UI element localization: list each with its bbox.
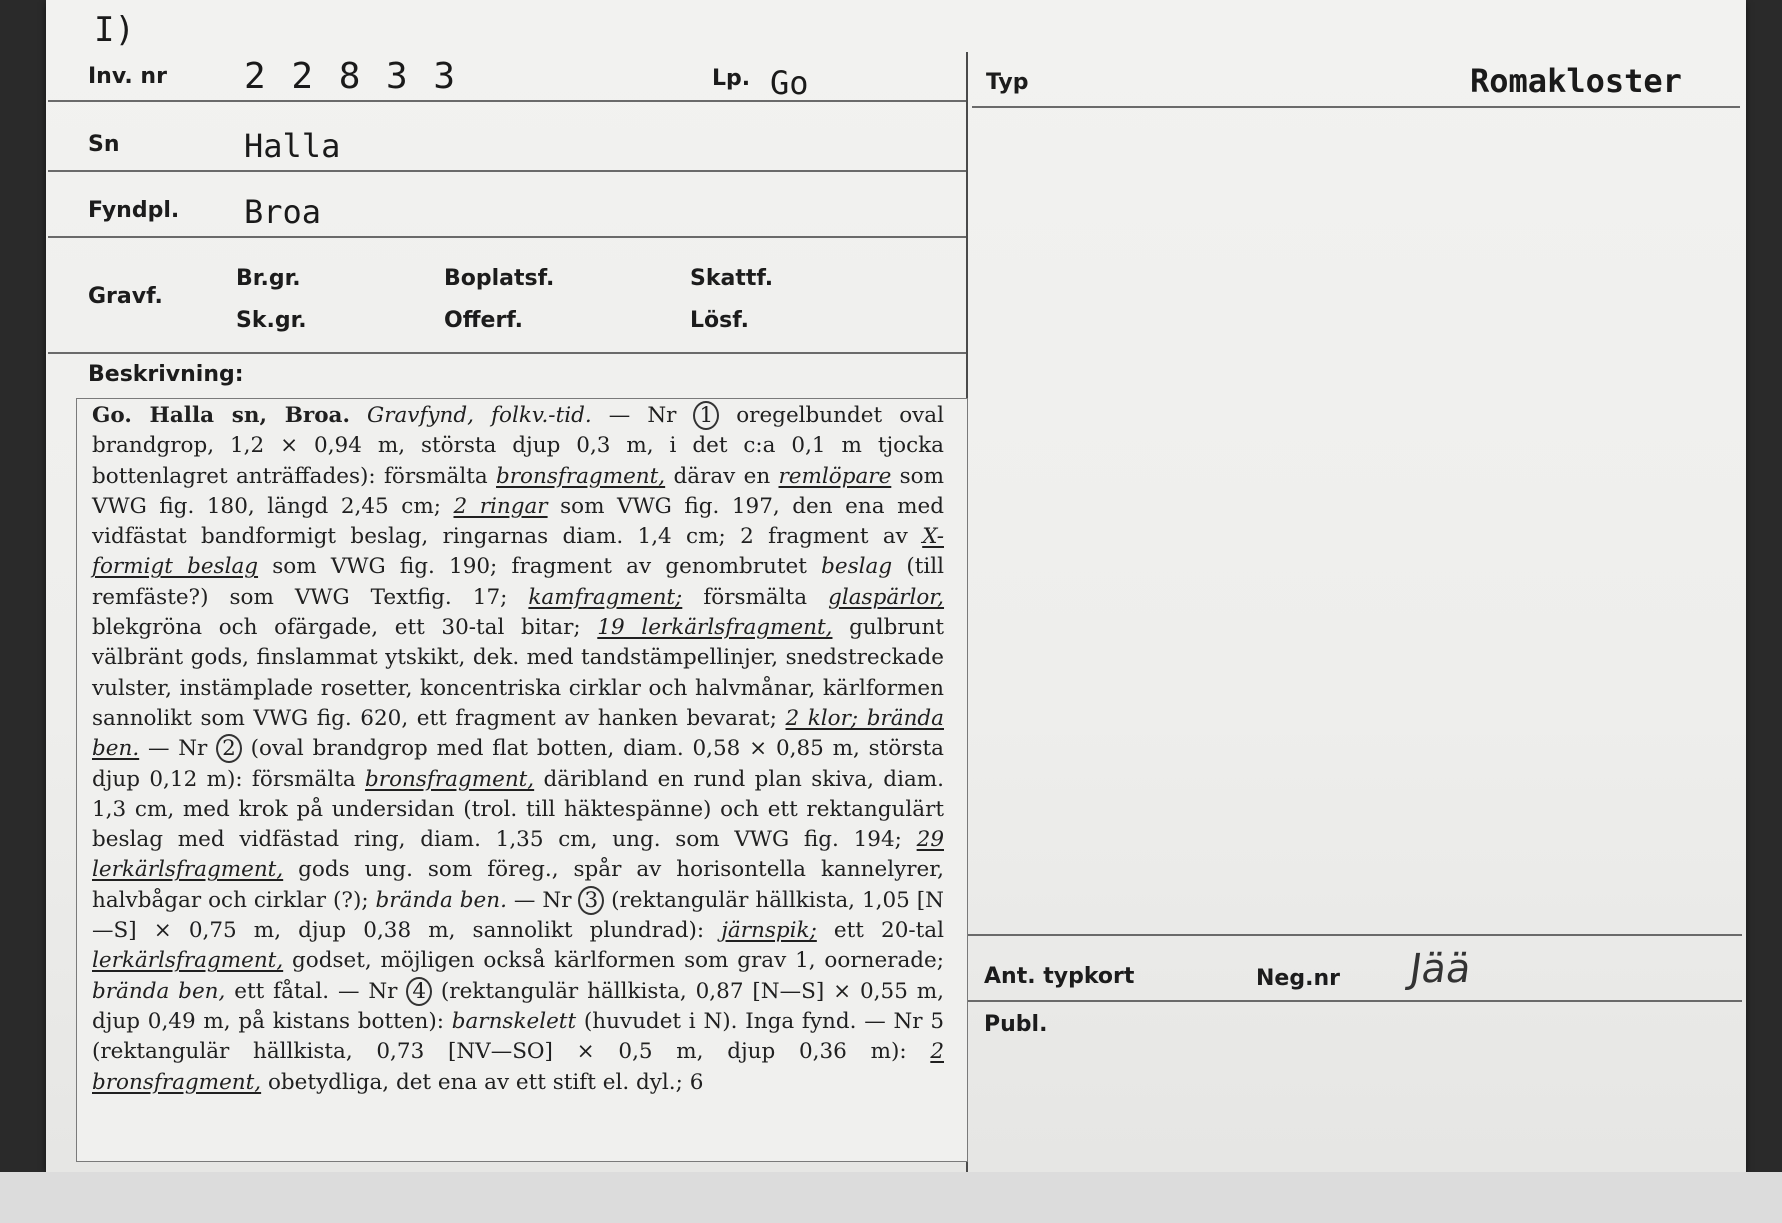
desc-text-run: — Nr <box>506 887 579 913</box>
desc-heading: Go. Halla sn, Broa. <box>92 403 350 428</box>
find-item: beslag <box>821 554 893 580</box>
find-item: bronsfragment, <box>496 463 666 489</box>
beskrivning-label: Beskrivning: <box>88 362 244 387</box>
find-item: brända ben. <box>375 887 507 913</box>
find-item: lerkärlsfragment, <box>92 948 284 974</box>
find-item: glaspärlor, <box>828 584 945 610</box>
desc-text-run: (oval brandgrop med flat botten, diam. 0,58 × 0,85 m, största djup 0,12 m): försmälta <box>92 736 944 792</box>
divider-row3 <box>48 236 968 238</box>
negnr-label: Neg.nr <box>1256 966 1340 991</box>
desc-text-run: blekgröna och ofärgade, ett 30-tal bitar; <box>92 615 598 641</box>
desc-text-run: — Nr <box>139 736 217 762</box>
negnr-handwritten-value: Jää <box>1406 946 1475 992</box>
inv-nr-label: Inv. nr <box>88 64 167 89</box>
desc-text-run: däribland en rund plan skiva, diam. 1,3 cm, med krok på undersidan (trol. till häktespänne) och ett rektangulärt beslag med vidfästad ring, diam. 1,35 cm, ung. som VWG fig. 194; <box>92 766 944 853</box>
background-edge <box>0 1172 1782 1223</box>
divider-row2 <box>48 170 968 172</box>
desc-text-run: som VWG fig. 180, längd 2,45 cm; <box>92 463 944 519</box>
find-item: X-formigt beslag <box>92 524 944 580</box>
desc-text-run: ett fåtal. — Nr <box>225 978 407 1004</box>
desc-text-run: oregelbundet oval brandgrop, 1,2 × 0,94 m, största djup 0,3 m, i det c:a 0,1 m tjocka bottenlagret anträffades): försmälta <box>92 403 944 489</box>
find-item: 19 lerkärlsfragment, <box>597 615 833 641</box>
boplatsf-label: Boplatsf. <box>444 266 555 291</box>
desc-text-run: — Nr <box>591 403 694 428</box>
desc-text-run: därav en <box>665 463 779 489</box>
find-item: bronsfragment, <box>365 766 535 792</box>
find-item: barnskelett <box>451 1008 577 1034</box>
find-item: 2 bronsfragment, <box>92 1039 944 1095</box>
corner-mark: I) <box>94 10 135 50</box>
desc-text-run: (rektangulär hällkista, 1,05 [N—S] × 0,75 m, djup 0,38 m, sannolikt plundrad): <box>92 887 944 944</box>
ant-typkort-label: Ant. typkort <box>984 964 1135 989</box>
desc-text-run: godset, möjligen också kärlformen som grav 1, oornerade; <box>283 948 944 974</box>
lp-label: Lp. <box>712 66 751 91</box>
grave-number-3: 3 <box>578 886 604 915</box>
gravf-label: Gravf. <box>88 284 163 309</box>
desc-text-run: gods ung. som föreg., spår av horisontella kannelyrer, halvbågar och cirklar (?); <box>92 857 944 913</box>
fyndpl-label: Fyndpl. <box>88 198 180 223</box>
find-item: järnspik; <box>721 918 817 944</box>
skattf-label: Skattf. <box>690 266 774 291</box>
desc-text-run: försmälta <box>682 584 829 610</box>
find-item: 2 klor; brända ben. <box>92 705 944 762</box>
divider-row4 <box>48 352 968 354</box>
losf-label: Lösf. <box>690 308 749 333</box>
find-item: remlöpare <box>778 463 892 489</box>
desc-text-run: ett 20-tal <box>816 918 944 944</box>
grave-number-1: 1 <box>693 401 719 430</box>
description-text <box>92 401 944 1098</box>
fyndpl-value: Broa <box>244 193 322 231</box>
sn-value: Halla <box>244 127 341 165</box>
desc-text-run: som VWG fig. 197, den ena med vidfästat bandformigt beslag, ringarnas diam. 1,4 cm; 2 fragment av <box>92 493 944 550</box>
catalog-card <box>46 0 1746 1172</box>
inv-nr-value: 2 2 8 3 3 <box>244 56 458 97</box>
desc-text-run: (rektangulär hällkista, 0,87 [N—S] × 0,55 m, djup 0,49 m, på kistans botten): <box>92 978 944 1034</box>
find-item: 29 lerkärlsfragment, <box>92 827 944 883</box>
desc-text-run: gulbrunt välbränt gods, finslammat ytskikt, dek. med tandstämpellinjer, snedstreckade vulster, instämplade rosetter, koncentriska cirklar och halvmånar, kärlformen sannolikt som VWG fig. 620, ett fragment av hanken bevarat; <box>92 615 945 731</box>
grave-number-4: 4 <box>406 977 432 1006</box>
find-item: 2 ringar <box>453 493 548 519</box>
divider-row1 <box>48 100 968 102</box>
desc-text-run: som VWG fig. 190; fragment av genombrutet <box>258 554 822 580</box>
sn-label: Sn <box>88 132 120 157</box>
grave-number-2: 2 <box>216 734 242 763</box>
desc-category: Gravfynd, folkv.-tid. <box>367 403 592 428</box>
find-item: brända ben, <box>92 978 226 1004</box>
divider-typkort-top <box>968 934 1742 936</box>
typ-value: Romakloster <box>1470 62 1682 100</box>
desc-text-run: obetydliga, det ena av ett stift el. dyl.; 6 <box>261 1069 704 1095</box>
offerf-label: Offerf. <box>444 308 524 333</box>
publ-label: Publ. <box>984 1012 1048 1037</box>
brgr-label: Br.gr. <box>236 266 301 291</box>
desc-text-run: (till remfäste?) som VWG Textfig. 17; <box>92 554 944 610</box>
desc-text-run: (huvudet i N). Inga fynd. — Nr 5 (rektangulär hällkista, 0,73 [NV—SO] × 0,5 m, djup 0,36 m): <box>92 1008 944 1065</box>
find-item: kamfragment; <box>528 584 683 610</box>
typ-label: Typ <box>986 70 1029 95</box>
lp-value: Go <box>770 64 809 102</box>
skgr-label: Sk.gr. <box>236 308 307 333</box>
divider-publ-top <box>968 1000 1742 1002</box>
divider-typ <box>972 106 1740 108</box>
